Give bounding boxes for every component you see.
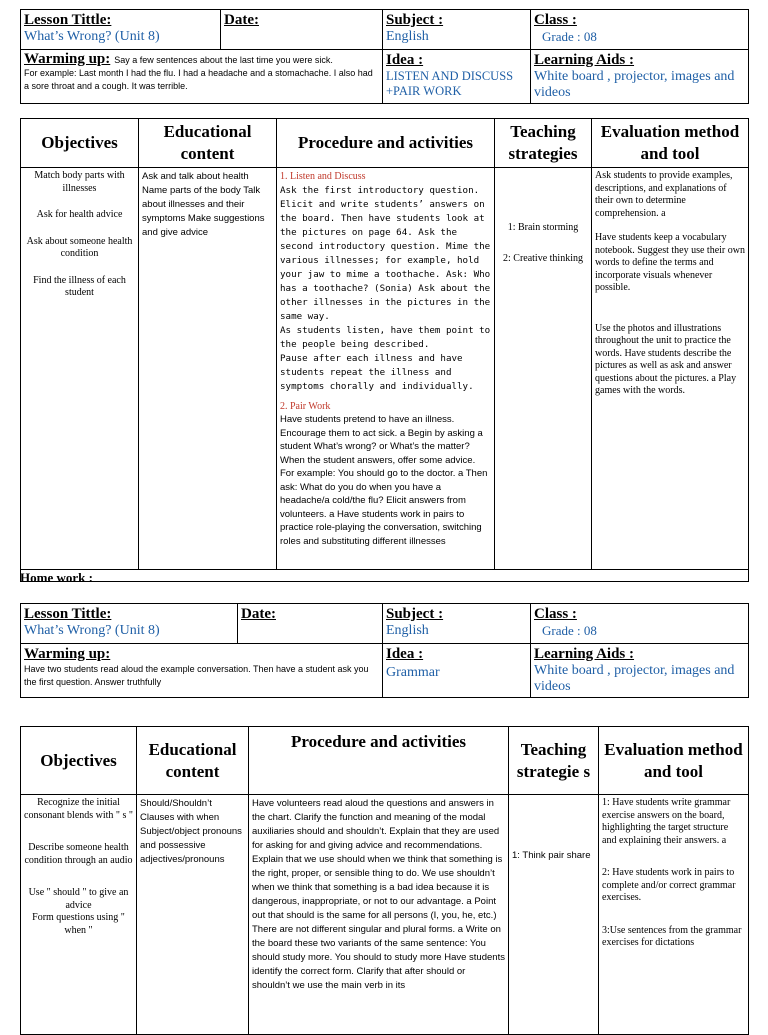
- warming-up-label: Warming up:: [24, 646, 111, 662]
- plan2-header-table: [20, 603, 749, 698]
- learning-aids-cell: [531, 50, 749, 104]
- objective-item: Use " should " to give an advice: [28, 887, 129, 911]
- idea-value: Grammar: [386, 665, 440, 680]
- date-cell: [238, 604, 383, 644]
- subject-cell: [383, 10, 531, 50]
- warming-up-cell: [21, 50, 383, 104]
- header-strategies: Teaching strategies: [495, 119, 592, 168]
- class-value: Grade : 08: [542, 623, 597, 638]
- homework-label: Home work :: [20, 570, 93, 585]
- educational-content-cell: Should/Shouldn’t Clauses with when Subject/object pronouns and possessive adjectives/pronouns: [137, 795, 249, 1035]
- procedure-cell: Have volunteers read aloud the questions and answers in the chart. Clarify the function and meaning of the modal auxiliaries should and shouldn’t. Explain that they are used for asking for and giving advice and recommendations. Explain that we use should when we think that something is the right, proper, or sensible thing to do. We use shouldn’t when we think that something is a bad idea because it is dangerous, inappropriate, or not to our advantage. a Point out that should is the same for all persons (I, you, he, etc.) There are not different singular and plural forms. a Write on the board these two variants of the same sentence: You should study more. You should to study more Have students identify the correct form. Clarify that after should or shouldn’t we use the main verb in its: [249, 795, 509, 1035]
- warming-up-text: For example: Last month I had the flu. I had a headache and a stomachache. I also had a sore throat and a cough. It was terrible.: [24, 68, 373, 91]
- learning-aids-value: White board , projector, images and videos: [534, 69, 735, 100]
- strategy-item: 2: Creative thinking: [503, 252, 583, 264]
- evaluation-item: 1: Have students write grammar exercise answers on the board, highlighting the target structure and explaining their answers. a: [602, 797, 731, 846]
- header-procedure: Procedure and activities: [249, 727, 509, 795]
- warming-up-label: Warming up:: [24, 51, 111, 67]
- class-value: Grade : 08: [542, 29, 597, 44]
- learning-aids-value: White board , projector, images and videos: [534, 663, 735, 694]
- procedure-heading: 1. Listen and Discuss: [280, 171, 366, 182]
- objectives-cell: [21, 168, 139, 570]
- subject-label: Subject :: [386, 12, 444, 28]
- objective-item: Ask about someone health condition: [26, 235, 133, 259]
- objective-item: Find the illness of each student: [33, 274, 126, 298]
- objective-item: Match body parts with illnesses: [34, 170, 125, 194]
- learning-aids-label: Learning Aids :: [534, 646, 635, 662]
- class-label: Class :: [534, 12, 577, 28]
- procedure-paragraph: Pause after each illness and have students repeat the illness and symptoms chorally and individually.: [280, 352, 474, 392]
- class-cell: [531, 604, 749, 644]
- class-label: Class :: [534, 606, 577, 622]
- strategies-cell: [509, 795, 599, 1035]
- plan1-header-table: [20, 9, 749, 104]
- date-cell: [221, 10, 383, 50]
- evaluation-cell: [592, 168, 749, 570]
- strategy-item: 1: Think pair share: [512, 850, 591, 861]
- evaluation-cell: [599, 795, 749, 1035]
- educational-content-cell: Ask and talk about health Name parts of the body Talk about illnesses and their symptoms Make suggestions and give advice: [139, 168, 277, 570]
- class-cell: [531, 10, 749, 50]
- header-objectives: Objectives: [21, 727, 137, 795]
- objective-item: Ask for health advice: [36, 209, 123, 220]
- plan2-main-table: [20, 726, 749, 1035]
- procedure-heading: 2. Pair Work: [280, 400, 331, 412]
- strategies-cell: [495, 168, 592, 570]
- header-evaluation: Evaluation method and tool: [592, 119, 749, 168]
- subject-cell: [383, 604, 531, 644]
- objectives-cell: [21, 795, 137, 1035]
- evaluation-item: 3:Use sentences from the grammar exercises for dictations: [602, 924, 742, 948]
- evaluation-item: Have students keep a vocabulary notebook. Suggest they use their own words to define the terms and incorporate visuals whenever possible.: [595, 232, 745, 293]
- procedure-paragraph: As students listen, have them point to the people being described.: [280, 324, 491, 350]
- objective-item: Describe someone health condition through an audio: [24, 842, 133, 866]
- idea-label: Idea :: [386, 52, 424, 68]
- lesson-title-label: Lesson Tittle:: [24, 12, 112, 28]
- evaluation-item: 2: Have students work in pairs to complete and/or correct grammar exercises.: [602, 867, 736, 903]
- idea-value: LISTEN AND DISCUSS +PAIR WORK: [386, 69, 514, 98]
- header-evaluation: Evaluation method and tool: [599, 727, 749, 795]
- idea-cell: [383, 50, 531, 104]
- learning-aids-label: Learning Aids :: [534, 52, 635, 68]
- subject-label: Subject :: [386, 606, 444, 622]
- learning-aids-cell: [531, 644, 749, 698]
- header-procedure: Procedure and activities: [277, 119, 495, 168]
- procedure-cell: [277, 168, 495, 570]
- plan1-main-table: [20, 118, 749, 582]
- header-strategies: Teaching strategie s: [509, 727, 599, 795]
- lesson-title-cell: [21, 10, 221, 50]
- lesson-title-cell: [21, 604, 238, 644]
- date-label: Date:: [224, 12, 259, 28]
- idea-cell: [383, 644, 531, 698]
- lesson-title-value: What’s Wrong? (Unit 8): [24, 623, 160, 638]
- objective-item: Form questions using " when ": [32, 912, 125, 936]
- evaluation-item: Use the photos and illustrations throughout the unit to practice the words. Have students describe the pictures as well as ask and answer questions about the pictures. a Play games with the words.: [595, 322, 737, 396]
- subject-value: English: [386, 623, 429, 638]
- homework-row: [21, 570, 749, 582]
- header-educational-content: Educational content: [137, 727, 249, 795]
- warming-up-inline: Say a few sentences about the last time you were sick.: [114, 55, 333, 65]
- procedure-paragraph: Ask the first introductory question. Elicit and write students’ answers on the board. Then have students look at the pictures on page 64. Ask the second introductory question. Mime the various illnesses; for example, hold your jaw to mime a toothache. Ask: Who has a toothache? (Sonia) Ask about the other illnesses in the pictures in the same way.: [280, 184, 491, 322]
- warming-up-cell: [21, 644, 383, 698]
- date-label: Date:: [241, 606, 276, 622]
- subject-value: English: [386, 29, 429, 44]
- objective-item: Recognize the initial consonant blends with " s ": [24, 797, 133, 821]
- idea-label: Idea :: [386, 646, 424, 662]
- header-objectives: Objectives: [21, 119, 139, 168]
- strategy-item: 1: Brain storming: [507, 222, 579, 233]
- header-educational-content: Educational content: [139, 119, 277, 168]
- evaluation-item: Ask students to provide examples, descriptions, and explanations of their own to determine comprehension. a: [595, 170, 733, 219]
- lesson-title-value: What’s Wrong? (Unit 8): [24, 29, 160, 44]
- procedure-paragraph: Have students pretend to have an illness. Encourage them to act sick. a Begin by asking a student What’s wrong? or What’s the matter? When the student answers, offer some advice. For example: You should go to the doctor. a Then ask: What do you do when you have a headache/a cold/the flu? Elicit answers from volunteers. a Have students work in pairs to practice role-playing the conversation, switching roles and substituting different illnesses: [280, 414, 488, 547]
- warming-up-text: Have two students read aloud the example conversation. Then have a student ask you the first question. Answer truthfully: [24, 664, 369, 687]
- lesson-title-label: Lesson Tittle:: [24, 606, 112, 622]
